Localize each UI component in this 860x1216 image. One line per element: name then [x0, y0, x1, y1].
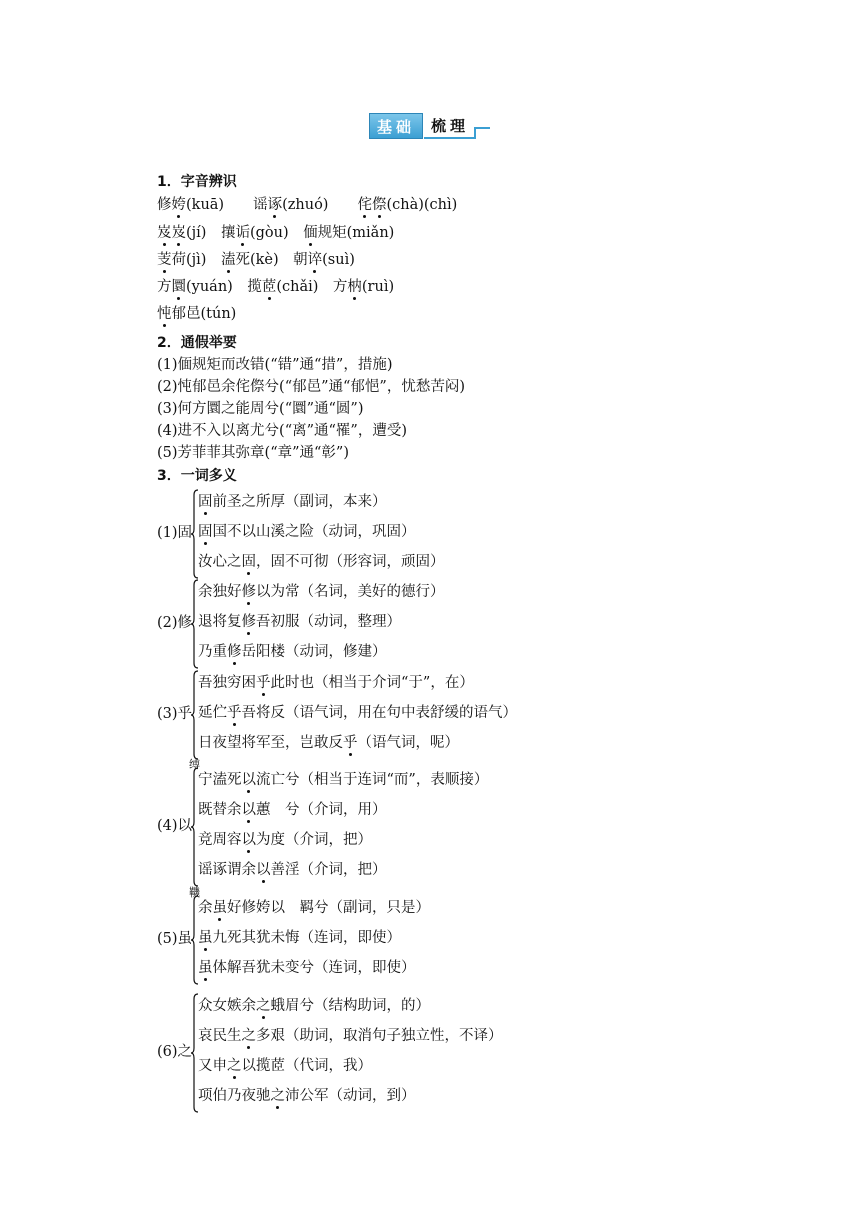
emphasized-char: 固	[198, 494, 213, 510]
polysemy-example	[198, 673, 474, 693]
emphasized-char: 忳	[157, 306, 172, 322]
loan-item: (3)何方圜之能周兮(“圜”通“圆”)	[157, 401, 364, 417]
text-segment: 竞周容	[198, 832, 242, 848]
emphasized-text	[242, 772, 257, 788]
text-segment: 沛公军（动词，到）	[285, 1088, 416, 1104]
text-segment: 前圣之所厚（副词，本来）	[212, 494, 387, 510]
annotation-char: 鞿	[189, 886, 200, 899]
text-segment: 众女嫉余	[198, 998, 256, 1014]
emphasized-char: 以	[241, 772, 256, 788]
emphasized-char: 以	[256, 862, 271, 878]
text-segment: 余独好	[198, 584, 242, 600]
pronunciation-row	[157, 250, 355, 270]
text-segment: 郁邑(tún)	[171, 306, 237, 322]
emphasized-text	[235, 225, 250, 241]
emphasized-text	[242, 554, 257, 570]
emphasized-text	[308, 252, 323, 268]
title-right: 梳理	[424, 113, 476, 139]
text-segment: 方	[157, 279, 172, 295]
polysemy-term: (6)之	[157, 1044, 193, 1060]
text-segment: 又申	[198, 1058, 227, 1074]
polysemy-example	[198, 1086, 416, 1106]
text-segment: 蕙 兮（介词，用）	[256, 802, 387, 818]
emphasized-char: 虽	[198, 930, 213, 946]
text-segment: 规矩(miǎn)	[317, 225, 395, 241]
text-segment: ，固不可彻（形容词，顽固）	[256, 554, 445, 570]
emphasized-char: 之	[256, 998, 271, 1014]
emphasized-char: 乎	[343, 735, 358, 751]
emphasized-text	[256, 675, 271, 691]
emphasized-text	[357, 197, 386, 213]
emphasized-char: 姱	[171, 197, 186, 213]
emphasized-text	[172, 197, 187, 213]
text-segment: (ruì)	[361, 279, 395, 295]
text-segment: 乃重	[198, 644, 227, 660]
polysemy-example	[198, 996, 430, 1016]
pronunciation-row	[157, 277, 394, 297]
text-segment: (suì)	[322, 252, 355, 268]
emphasized-text	[242, 584, 257, 600]
polysemy-example	[198, 1056, 372, 1076]
title-left: 基础	[369, 113, 423, 139]
emphasized-text	[271, 1088, 286, 1104]
text-segment: (chà)(chì)	[386, 197, 458, 213]
text-segment: 吾独穷困	[198, 675, 256, 691]
text-segment: 谣	[224, 197, 268, 213]
emphasized-char: 诟	[235, 225, 250, 241]
emphasized-char: 傺	[371, 197, 387, 213]
emphasized-char: 固	[198, 524, 213, 540]
text-segment: 延伫	[198, 705, 227, 721]
pronunciation-row	[157, 304, 236, 324]
emphasized-char: 虽	[212, 900, 227, 916]
text-segment: 为度（介词，把）	[256, 832, 372, 848]
text-segment: (gòu)	[249, 225, 304, 241]
emphasized-text	[242, 802, 257, 818]
heading-loan-characters: 2．通假举要	[157, 335, 237, 351]
text-segment: 以为常（名词，美好的德行）	[256, 584, 445, 600]
text-segment: (kuā)	[186, 197, 225, 213]
emphasized-char: 谇	[307, 252, 323, 268]
text-segment: (chǎi) 方	[276, 279, 348, 295]
text-segment: 善淫（介词，把）	[270, 862, 387, 878]
text-segment: 余	[198, 900, 213, 916]
polysemy-example	[198, 770, 488, 790]
polysemy-example	[198, 1026, 503, 1046]
text-segment: 谣诼谓余	[198, 862, 256, 878]
polysemy-term: (3)乎	[157, 706, 193, 722]
text-segment: 多艰（助词，取消句子独立性，不译）	[256, 1028, 503, 1044]
emphasized-text	[242, 614, 257, 630]
polysemy-example	[198, 733, 459, 753]
emphasized-char: 修	[241, 584, 256, 600]
emphasized-char: 虽	[198, 960, 213, 976]
text-segment: 荷(jì)	[171, 252, 221, 268]
polysemy-example	[198, 800, 387, 820]
emphasized-char: 圜	[171, 279, 186, 295]
emphasized-char: 之	[241, 1028, 256, 1044]
emphasized-text	[242, 832, 257, 848]
text-segment: （语气词，呢）	[357, 735, 459, 751]
emphasized-char: 修	[227, 644, 242, 660]
text-segment: 修	[157, 197, 172, 213]
pronunciation-row	[157, 223, 394, 243]
emphasized-char: 溘	[220, 252, 236, 268]
annotation-char: 缚	[189, 758, 200, 771]
text-segment: 体解吾犹未变兮（连词，即使）	[212, 960, 416, 976]
polysemy-example	[198, 612, 401, 632]
polysemy-example	[198, 703, 517, 723]
text-segment: 此时也（相当于介词“于”，在）	[270, 675, 474, 691]
emphasized-char: 偭	[303, 225, 318, 241]
emphasized-text	[262, 279, 277, 295]
emphasized-char: 固	[241, 554, 256, 570]
polysemy-example	[198, 522, 416, 542]
text-segment: 汝心之	[198, 554, 242, 570]
title-decoration	[474, 127, 490, 139]
text-segment: 攘	[220, 225, 236, 241]
text-segment: 吾将反（语气词，用在句中表舒缓的语气）	[241, 705, 517, 721]
emphasized-char: 侘	[357, 197, 372, 213]
emphasized-char: 岌	[171, 225, 186, 241]
emphasized-text	[347, 279, 362, 295]
emphasized-text	[213, 900, 228, 916]
heading-polysemy: 3．一词多义	[157, 468, 237, 484]
text-segment: 蛾眉兮（结构助词，的）	[270, 998, 430, 1014]
text-segment: 九死其犹未悔（连词，即使）	[212, 930, 401, 946]
emphasized-char: 枘	[347, 279, 362, 295]
emphasized-text	[157, 306, 172, 322]
text-segment: 退将复	[198, 614, 242, 630]
emphasized-text	[172, 279, 187, 295]
emphasized-text	[198, 960, 213, 976]
polysemy-term: (4)以	[157, 818, 193, 834]
emphasized-char: 之	[270, 1088, 285, 1104]
polysemy-term: (5)虽	[157, 931, 193, 947]
polysemy-example	[198, 928, 401, 948]
text-segment: 国不以山溪之险（动词，巩固）	[212, 524, 416, 540]
text-segment: 日夜望将军至，岂敢反	[198, 735, 343, 751]
text-segment: 好修姱以 羁兮（副词，只是）	[227, 900, 430, 916]
polysemy-term: (2)修	[157, 615, 193, 631]
polysemy-term: (1)固	[157, 525, 193, 541]
emphasized-text	[157, 252, 172, 268]
polysemy-example	[198, 552, 445, 572]
emphasized-text	[303, 225, 318, 241]
polysemy-example	[198, 642, 387, 662]
emphasized-text	[198, 524, 213, 540]
text-segment: 以揽茝（代词，我）	[241, 1058, 372, 1074]
emphasized-char: 修	[241, 614, 256, 630]
emphasized-char: 芰	[157, 252, 172, 268]
emphasized-text	[221, 252, 236, 268]
loan-item: (5)芳菲菲其弥章(“章”通“彰”)	[157, 445, 350, 461]
emphasized-text	[227, 705, 242, 721]
emphasized-char: 乎	[256, 675, 271, 691]
text-segment: 既替余	[198, 802, 242, 818]
loan-item: (1)偭规矩而改错(“错”通“措”，措施)	[157, 357, 393, 373]
emphasized-char: 以	[241, 802, 256, 818]
section-title-badge	[369, 113, 489, 139]
loan-item: (2)忳郁邑余侘傺兮(“郁邑”通“郁悒”，忧愁苦闷)	[157, 379, 466, 395]
text-segment: 项伯乃夜驰	[198, 1088, 271, 1104]
text-segment: 哀民生	[198, 1028, 242, 1044]
text-segment: 宁溘死	[198, 772, 242, 788]
emphasized-text	[157, 225, 186, 241]
text-segment: 吾初服（动词，整理）	[256, 614, 401, 630]
loan-item: (4)进不入以离尤兮(“离”通“罹”，遭受)	[157, 423, 408, 439]
emphasized-text	[227, 1058, 242, 1074]
polysemy-example	[198, 582, 445, 602]
text-segment: (zhuó)	[282, 197, 358, 213]
emphasized-char: 诼	[267, 197, 283, 213]
text-segment: 流亡兮（相当于连词“而”，表顺接）	[256, 772, 489, 788]
polysemy-example	[198, 860, 387, 880]
emphasized-char: 茝	[261, 279, 277, 295]
emphasized-text	[268, 197, 283, 213]
emphasized-text	[343, 735, 358, 751]
text-segment: 死(kè) 朝	[235, 252, 308, 268]
emphasized-char: 岌	[157, 225, 172, 241]
polysemy-example	[198, 830, 372, 850]
text-segment: 岳阳楼（动词，修建）	[241, 644, 387, 660]
polysemy-example	[198, 898, 430, 918]
emphasized-char: 乎	[227, 705, 242, 721]
emphasized-text	[227, 644, 242, 660]
emphasized-text	[198, 494, 213, 510]
emphasized-text	[242, 1028, 257, 1044]
emphasized-text	[256, 862, 271, 878]
text-segment: (jí)	[186, 225, 221, 241]
emphasized-text	[198, 930, 213, 946]
text-segment: (yuán) 揽	[186, 279, 262, 295]
emphasized-char: 之	[227, 1058, 242, 1074]
emphasized-char: 以	[241, 832, 256, 848]
pronunciation-row	[157, 195, 457, 215]
polysemy-example	[198, 492, 387, 512]
emphasized-text	[256, 998, 271, 1014]
polysemy-example	[198, 958, 416, 978]
heading-pronunciation: 1．字音辨识	[157, 174, 237, 190]
